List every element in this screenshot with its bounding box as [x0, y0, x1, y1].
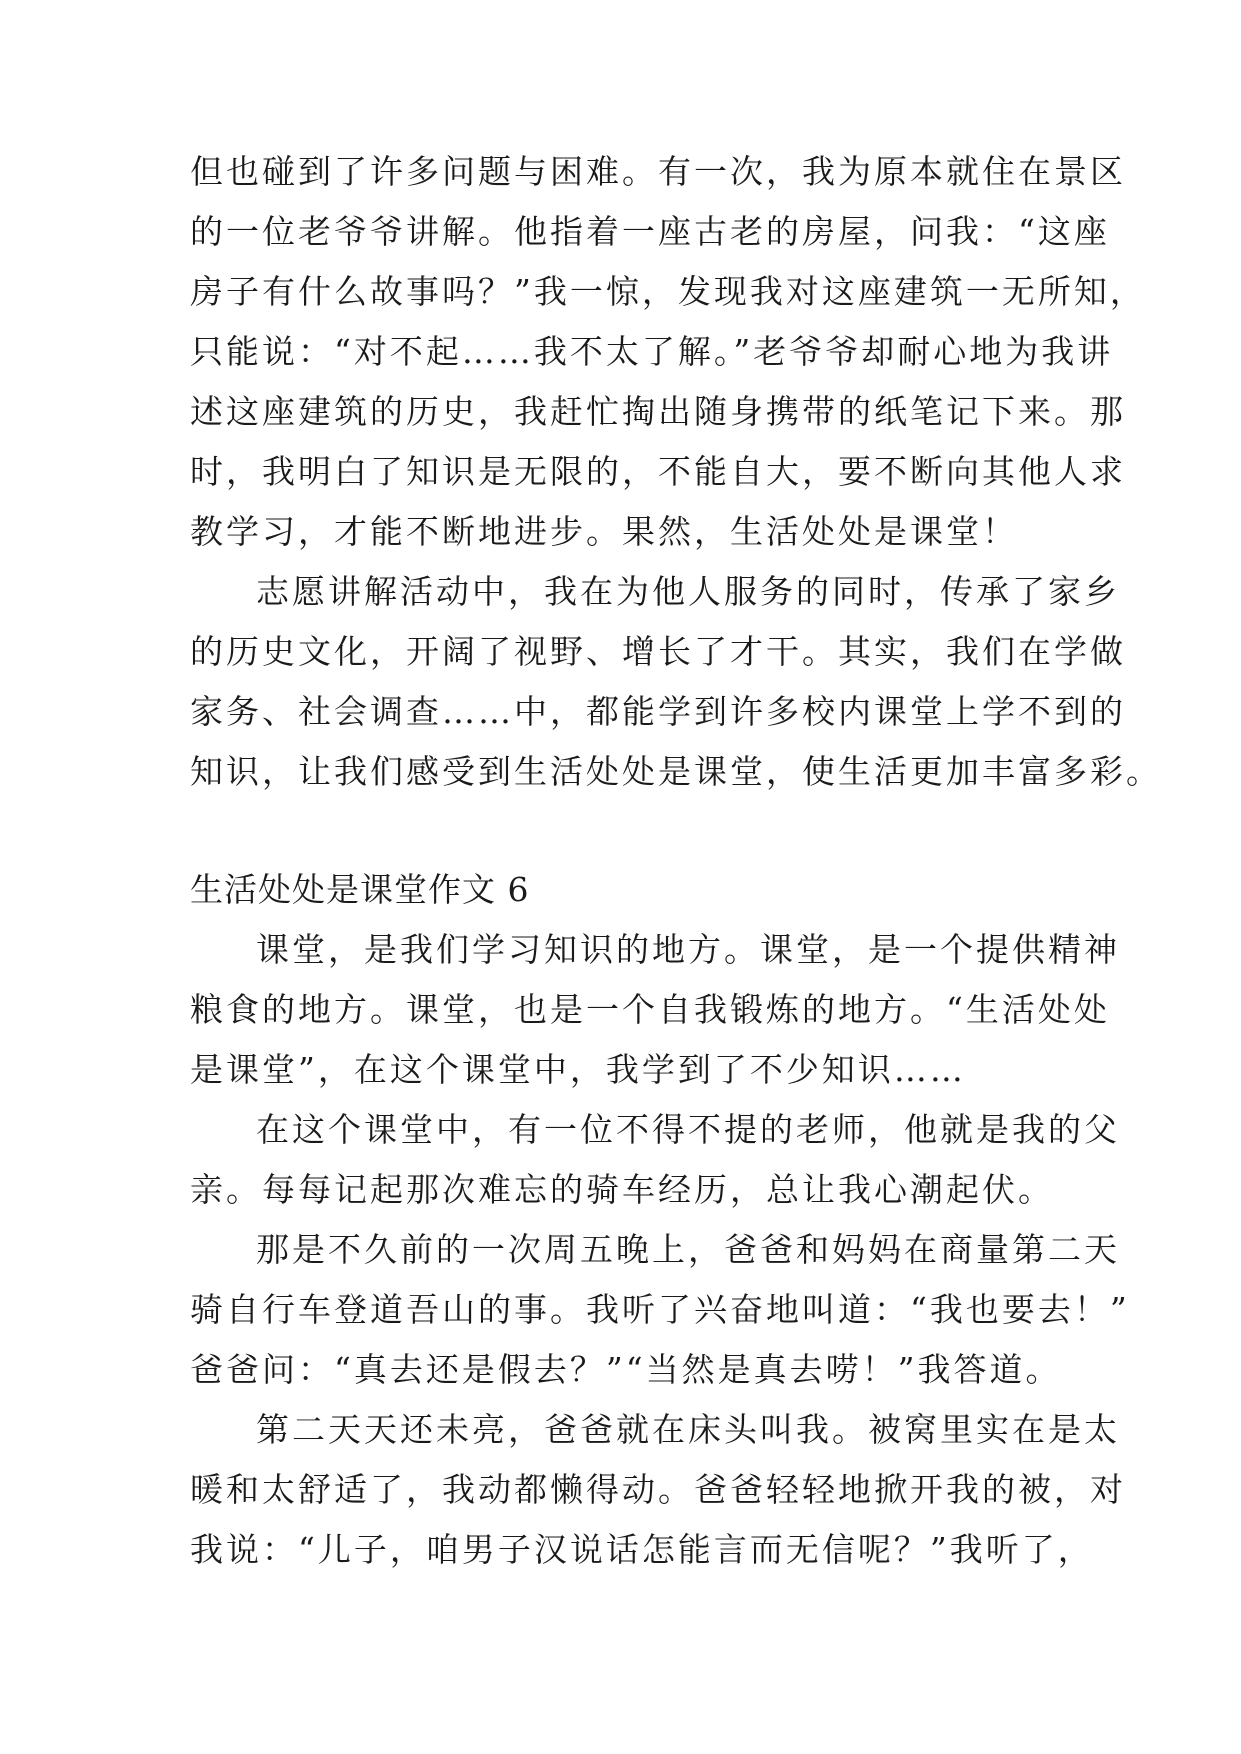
paragraph-line: 粮食的地方。课堂，也是一个自我锻炼的地方。“生活处处	[190, 990, 1110, 1029]
paragraph-line: 是课堂”，在这个课堂中，我学到了不少知识……	[190, 1050, 966, 1089]
paragraph-line: 的历史文化，开阔了视野、增长了才干。其实，我们在学做	[190, 632, 1126, 671]
paragraph-line: 在这个课堂中，有一位不得不提的老师，他就是我的父	[256, 1110, 1120, 1149]
paragraph-line: 房子有什么故事吗？”我一惊，发现我对这座建筑一无所知，	[190, 272, 1146, 311]
paragraph-line: 亲。每每记起那次难忘的骑车经历，总让我心潮起伏。	[190, 1170, 1054, 1209]
paragraph-line: 爸爸问：“真去还是假去？”“当然是真去唠！”我答道。	[190, 1350, 1062, 1389]
paragraph-line: 家务、社会调查……中，都能学到许多校内课堂上学不到的	[190, 692, 1126, 731]
paragraph-line: 那是不久前的一次周五晚上，爸爸和妈妈在商量第二天	[256, 1230, 1120, 1269]
paragraph-line: 知识，让我们感受到生活处处是课堂，使生活更加丰富多彩。	[190, 752, 1162, 791]
paragraph-line: 只能说：“对不起……我不太了解。”老爷爷却耐心地为我讲	[190, 332, 1114, 371]
paragraph-line: 述这座建筑的历史，我赶忙掏出随身携带的纸笔记下来。那	[190, 392, 1126, 431]
paragraph-line: 骑自行车登道吾山的事。我听了兴奋地叫道：“我也要去！”	[190, 1290, 1130, 1329]
paragraph-line: 时，我明白了知识是无限的，不能自大，要不断向其他人求	[190, 452, 1126, 491]
paragraph-line: 教学习，才能不断地进步。果然，生活处处是课堂！	[190, 512, 1018, 551]
paragraph-line: 课堂，是我们学习知识的地方。课堂，是一个提供精神	[256, 930, 1120, 969]
paragraph-line: 第二天天还未亮，爸爸就在床头叫我。被窝里实在是太	[256, 1410, 1120, 1449]
section-heading: 生活处处是课堂作文 6	[190, 870, 530, 909]
paragraph-line: 的一位老爷爷讲解。他指着一座古老的房屋，问我：“这座	[190, 212, 1110, 251]
paragraph-line: 志愿讲解活动中，我在为他人服务的同时，传承了家乡	[256, 572, 1120, 611]
paragraph-line: 但也碰到了许多问题与困难。有一次，我为原本就住在景区	[190, 152, 1126, 191]
paragraph-line: 我说：“儿子，咱男子汉说话怎能言而无信呢？”我听了，	[190, 1530, 1094, 1569]
paragraph-line: 暖和太舒适了，我动都懒得动。爸爸轻轻地掀开我的被，对	[190, 1470, 1126, 1509]
